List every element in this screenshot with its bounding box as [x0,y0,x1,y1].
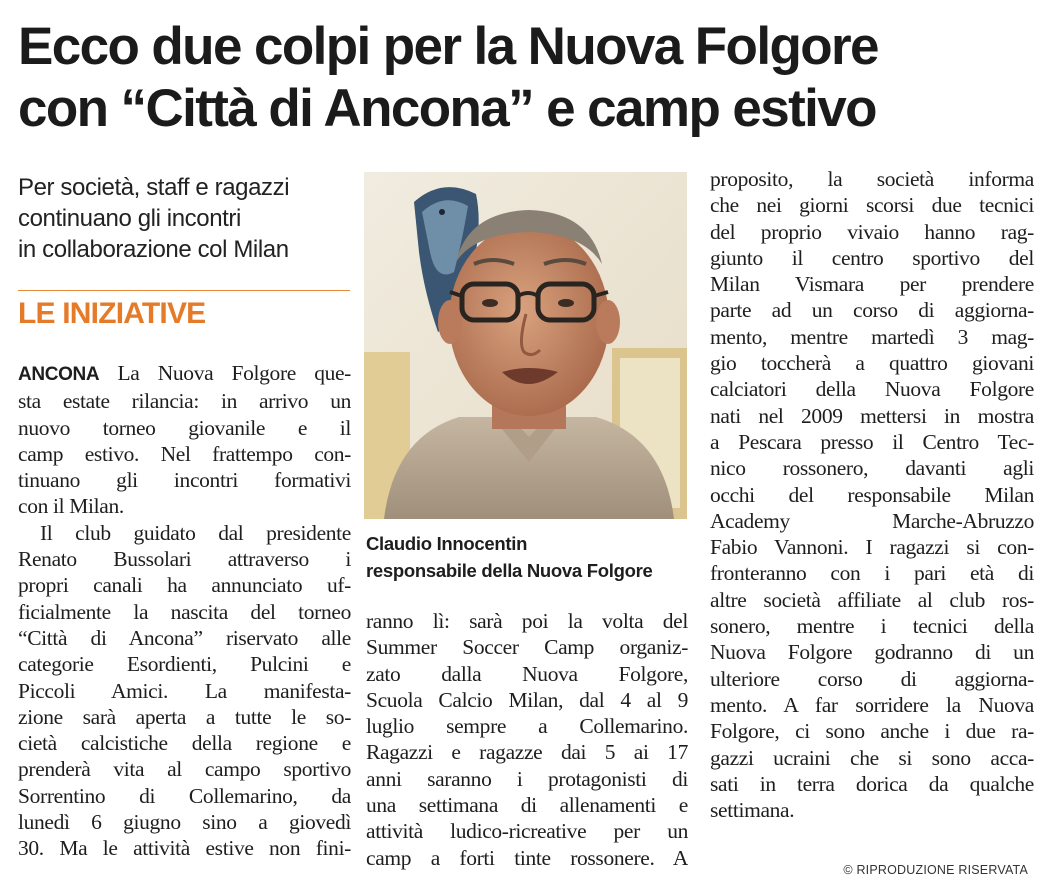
caption-name: Claudio Innocentin [366,533,528,554]
text-line: occhi del responsabile Milan [710,482,1034,507]
text-line: a Pescara presso il Centro Tec- [710,429,1034,454]
text-line: ficialmente la nascita del torneo [18,599,351,624]
dateline: ANCONA [18,364,100,385]
text-line: Scuola Calcio Milan, dal 4 al 9 [366,687,688,712]
photo-caption [366,530,696,584]
text-line: proposito, la società informa [710,167,1034,191]
portrait-illustration [364,172,687,519]
text-line: Folgore, ci sono anche i due ra- [710,719,1034,744]
text-line: fronteranno con i pari età di [710,561,1034,586]
text-line: mento. A far sorridere la Nuova [710,692,1034,717]
text-line: cietà calcistiche della regione e [18,731,351,756]
text-line: nuovo torneo giovanile e il [18,415,351,440]
headline-line-2: con “Città di Ancona” e camp estivo [18,79,876,138]
article-column-1 [18,360,351,862]
subtitle-line-2: continuano gli incontri [18,205,241,232]
article-column-3 [710,166,1034,823]
headline [18,16,1028,140]
text-line: zione sarà aperta a tutte le so- [18,704,351,729]
section-divider [18,290,350,291]
headline-line-1: Ecco due colpi per la Nuova Folgore [18,17,878,76]
text-line: camp estivo. Nel frattempo con- [18,441,351,466]
text-line: prenderà vita al campo sportivo [18,757,351,782]
text-line: Il club guidato dal presidente [40,520,351,545]
section-kicker: LE INIZIATIVE [18,297,206,330]
text-line: sati in terra dorica da qualche [710,771,1034,796]
text-line: ANCONA La Nuova Folgore que- [18,361,351,385]
text-line: categorie Esordienti, Pulcini e [18,652,351,677]
text-line: mento, mentre martedì 3 mag- [710,324,1034,349]
text-line: Academy Marche-Abruzzo [710,508,1034,533]
text-line: Sorrentino di Collemarino, da [18,783,351,808]
text-line: tinuano gli incontri formativi [18,468,351,493]
portrait-photo [364,172,687,519]
text-line: nico rossonero, davanti agli [710,456,1034,481]
article-column-2 [366,608,688,871]
text-line: ranno lì: sarà poi la volta del [366,609,688,633]
text-line: Nuova Folgore godranno di un [710,640,1034,665]
subtitle-line-3: in collaborazione col Milan [18,236,289,263]
text-line: luglio sempre a Collemarino. [366,714,688,739]
text-line: gio toccherà a quattro giovani [710,351,1034,376]
text-line: Piccoli Amici. La manifesta- [18,678,351,703]
text-line: Renato Bussolari attraverso i [18,547,351,572]
text-line: ulteriore corso di aggiorna- [710,666,1034,691]
text-line: altre società affiliate al club ros- [710,587,1034,612]
copyright-notice: © RIPRODUZIONE RISERVATA [843,863,1028,877]
text-line: settimana. [710,798,795,823]
text-line: sta estate rilancia: in arrivo un [18,389,351,414]
caption-role: responsabile della Nuova Folgore [366,560,653,581]
text-line: camp a forti tinte rossonere. A [366,845,688,870]
subtitle-line-1: Per società, staff e ragazzi [18,174,290,201]
text-line: nati nel 2009 mettersi in mostra [710,403,1034,428]
text-line: del proprio vivaio hanno rag- [710,219,1034,244]
text-line: parte ad un corso di aggiorna- [710,298,1034,323]
text-line: attività ludico-ricreative per un [366,819,688,844]
text-line: zato dalla Nuova Folgore, [366,661,688,686]
text-line: con il Milan. [18,494,124,519]
text-line: giunto il centro sportivo del [710,245,1034,270]
text-line: 30. Ma le attività estive non fini- [18,836,351,861]
text-line: una settimana di allenamenti e [366,793,688,818]
text-line: “Città di Ancona” riservato alle [18,625,351,650]
text-line: lunedì 6 giugno sino a giovedì [18,810,351,835]
text-line: propri canali ha annunciato uf- [18,573,351,598]
text-line: Summer Soccer Camp organiz- [366,635,688,660]
text-line: gazzi ucraini che si sono acca- [710,745,1034,770]
text-line: sonero, mentre i tecnici della [710,614,1034,639]
text-line: calciatori della Nuova Folgore [710,377,1034,402]
text-line: Ragazzi e ragazze dai 5 ai 17 [366,740,688,765]
text-line: anni saranno i protagonisti di [366,766,688,791]
text-line: Fabio Vannoni. I ragazzi si con- [710,535,1034,560]
text-line: che nei giorni scorsi due tecnici [710,193,1034,218]
text-line: Milan Vismara per prendere [710,272,1034,297]
subtitle [18,172,348,265]
